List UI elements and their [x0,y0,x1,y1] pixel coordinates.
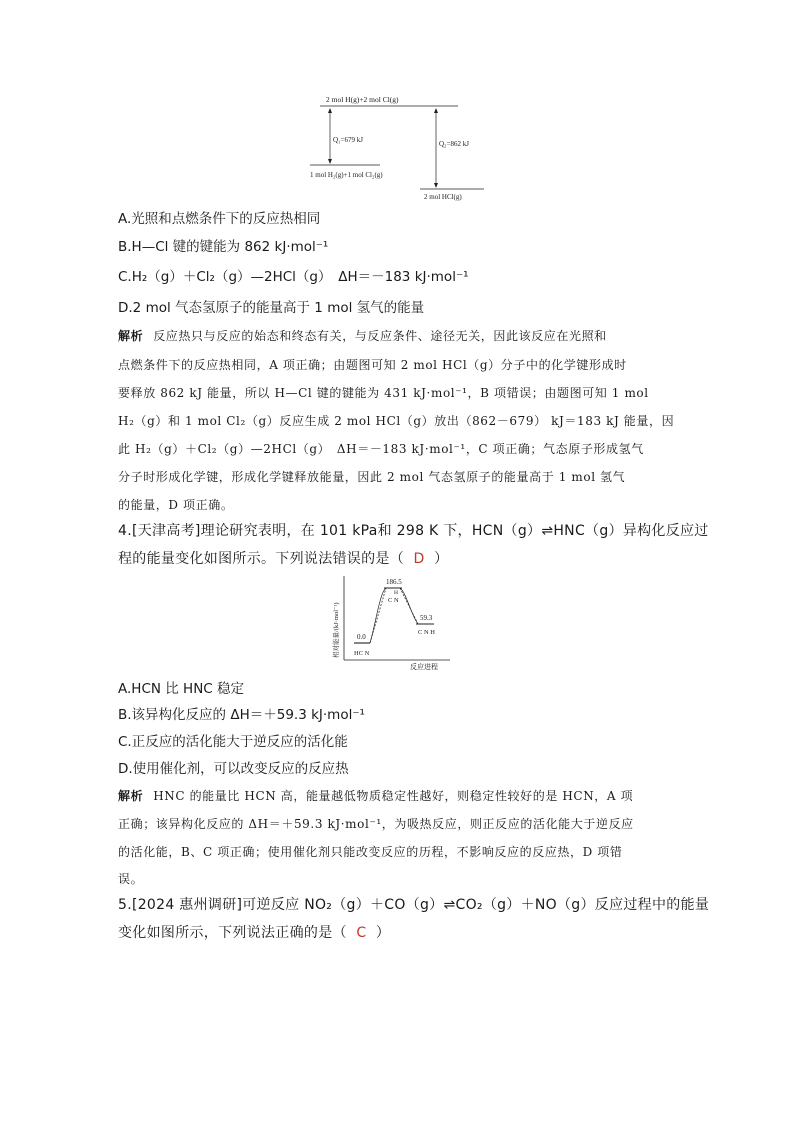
q3-explanation-line-1: 解析 反应热只与反应的始态和终态有关，与反应条件、途径无关，因此该反应在光照和 [118,329,607,343]
q2-label: Q₂=862 kJ [439,140,469,148]
q4-answer: D [413,551,425,567]
q4-explanation-line-4: 误。 [118,872,144,886]
bottom-level-label: 2 mol HCl(g) [424,193,462,201]
label-186: 186.5 [386,578,402,586]
q4-explanation-line-3: 的活化能，B、C 项正确；使用催化剂只能改变反应的历程，不影响反应的反应热，D 项错 [118,845,623,859]
species-ts-h: H [394,590,398,596]
species-hnc: C N H [418,629,435,636]
q3-explanation-line-2: 点燃条件下的反应热相同，A 项正确；由题图可知 2 mol HCl（g）分子中的化学键形成时 [118,358,627,372]
q4-stem-line-2: 程的能量变化如图所示。下列说法错误的是（ D ） [118,551,449,567]
q4-option-b: B.该异构化反应的 ΔH＝＋59.3 kJ·mol⁻¹ [118,707,365,723]
q1-arrowhead-down [328,159,332,164]
y-axis-label: 相对能量/(kJ·mol⁻¹) [333,602,340,658]
q4-option-c: C.正反应的活化能大于逆反应的活化能 [118,734,348,750]
q4-option-d: D.使用催化剂，可以改变反应的反应热 [118,761,349,777]
mid-level-label: 1 mol H₂(g)+1 mol Cl₂(g) [310,171,383,179]
q5-stem-line-1: 5.[2024 惠州调研]可逆反应 NO₂（g）＋CO（g）⇌CO₂（g）＋NO（g）反应过程中的能量 [118,897,710,913]
q3-option-b: B.H—Cl 键的键能为 862 kJ·mol⁻¹ [118,239,329,255]
q2-arrowhead-down [434,183,438,188]
top-level-label: 2 mol H(g)+2 mol Cl(g) [326,95,399,104]
species-hcn: HC N [354,650,370,657]
q5-stem-line-2: 变化如图所示，下列说法正确的是（ C ） [118,925,391,941]
label-59: 59.3 [420,614,433,622]
q3-explanation-label: 解析 [118,329,144,343]
q3-option-c: C.H₂（g）＋Cl₂（g）—2HCl（g） ΔH＝－183 kJ·mol⁻¹ [118,269,469,285]
q3-explanation-line-5: 此 H₂（g）＋Cl₂（g）—2HCl（g） ΔH＝－183 kJ·mol⁻¹，C 项正确；气态原子形成氢气 [118,442,644,456]
q4-option-a: A.HCN 比 HNC 稳定 [118,681,245,697]
q1-arrowhead-up [328,108,332,113]
q4-stem-line-1: 4.[天津高考]理论研究表明，在 101 kPa和 298 K 下，HCN（g）⇌HNC（g）异构化反应过 [118,523,709,539]
q3-explanation-line-7: 的能量，D 项正确。 [118,498,234,512]
species-ts: C N [388,597,399,604]
q3-option-d: D.2 mol 气态氢原子的能量高于 1 mol 氢气的能量 [118,300,425,316]
x-axis-label: 反应进程 [410,663,438,671]
q3-explanation-line-4: H₂（g）和 1 mol Cl₂（g）反应生成 2 mol HCl（g）放出（862－679） kJ＝183 kJ 能量，因 [118,414,675,428]
q3-explanation-line-3: 要释放 862 kJ 能量，所以 H—Cl 键的键能为 431 kJ·mol⁻¹，B 项错误；由题图可知 1 mol [118,386,649,400]
q4-explanation-line-2: 正确；该异构化反应的 ΔH＝＋59.3 kJ·mol⁻¹，为吸热反应，则正反应的活化能大于逆反应 [118,817,634,831]
q4-explanation-label: 解析 [118,789,144,803]
q4-explanation-line-1: 解析 HNC 的能量比 HCN 高，能量越低物质稳定性越好，则稳定性较好的是 HCN，A 项 [118,789,634,803]
label-0: 0.0 [357,633,366,641]
hcn-isomerization-energy-chart [330,572,455,672]
q2-arrowhead-up [434,108,438,113]
energy-level-diagram [300,88,500,208]
q5-answer: C [356,925,367,941]
q3-explanation-line-6: 分子时形成化学键，形成化学键释放能量，因此 2 mol 气态氢原子的能量高于 1 mol 氢气 [118,470,626,484]
q1-label: Q₁=679 kJ [333,136,363,144]
q3-option-a: A.光照和点燃条件下的反应热相同 [118,211,321,227]
